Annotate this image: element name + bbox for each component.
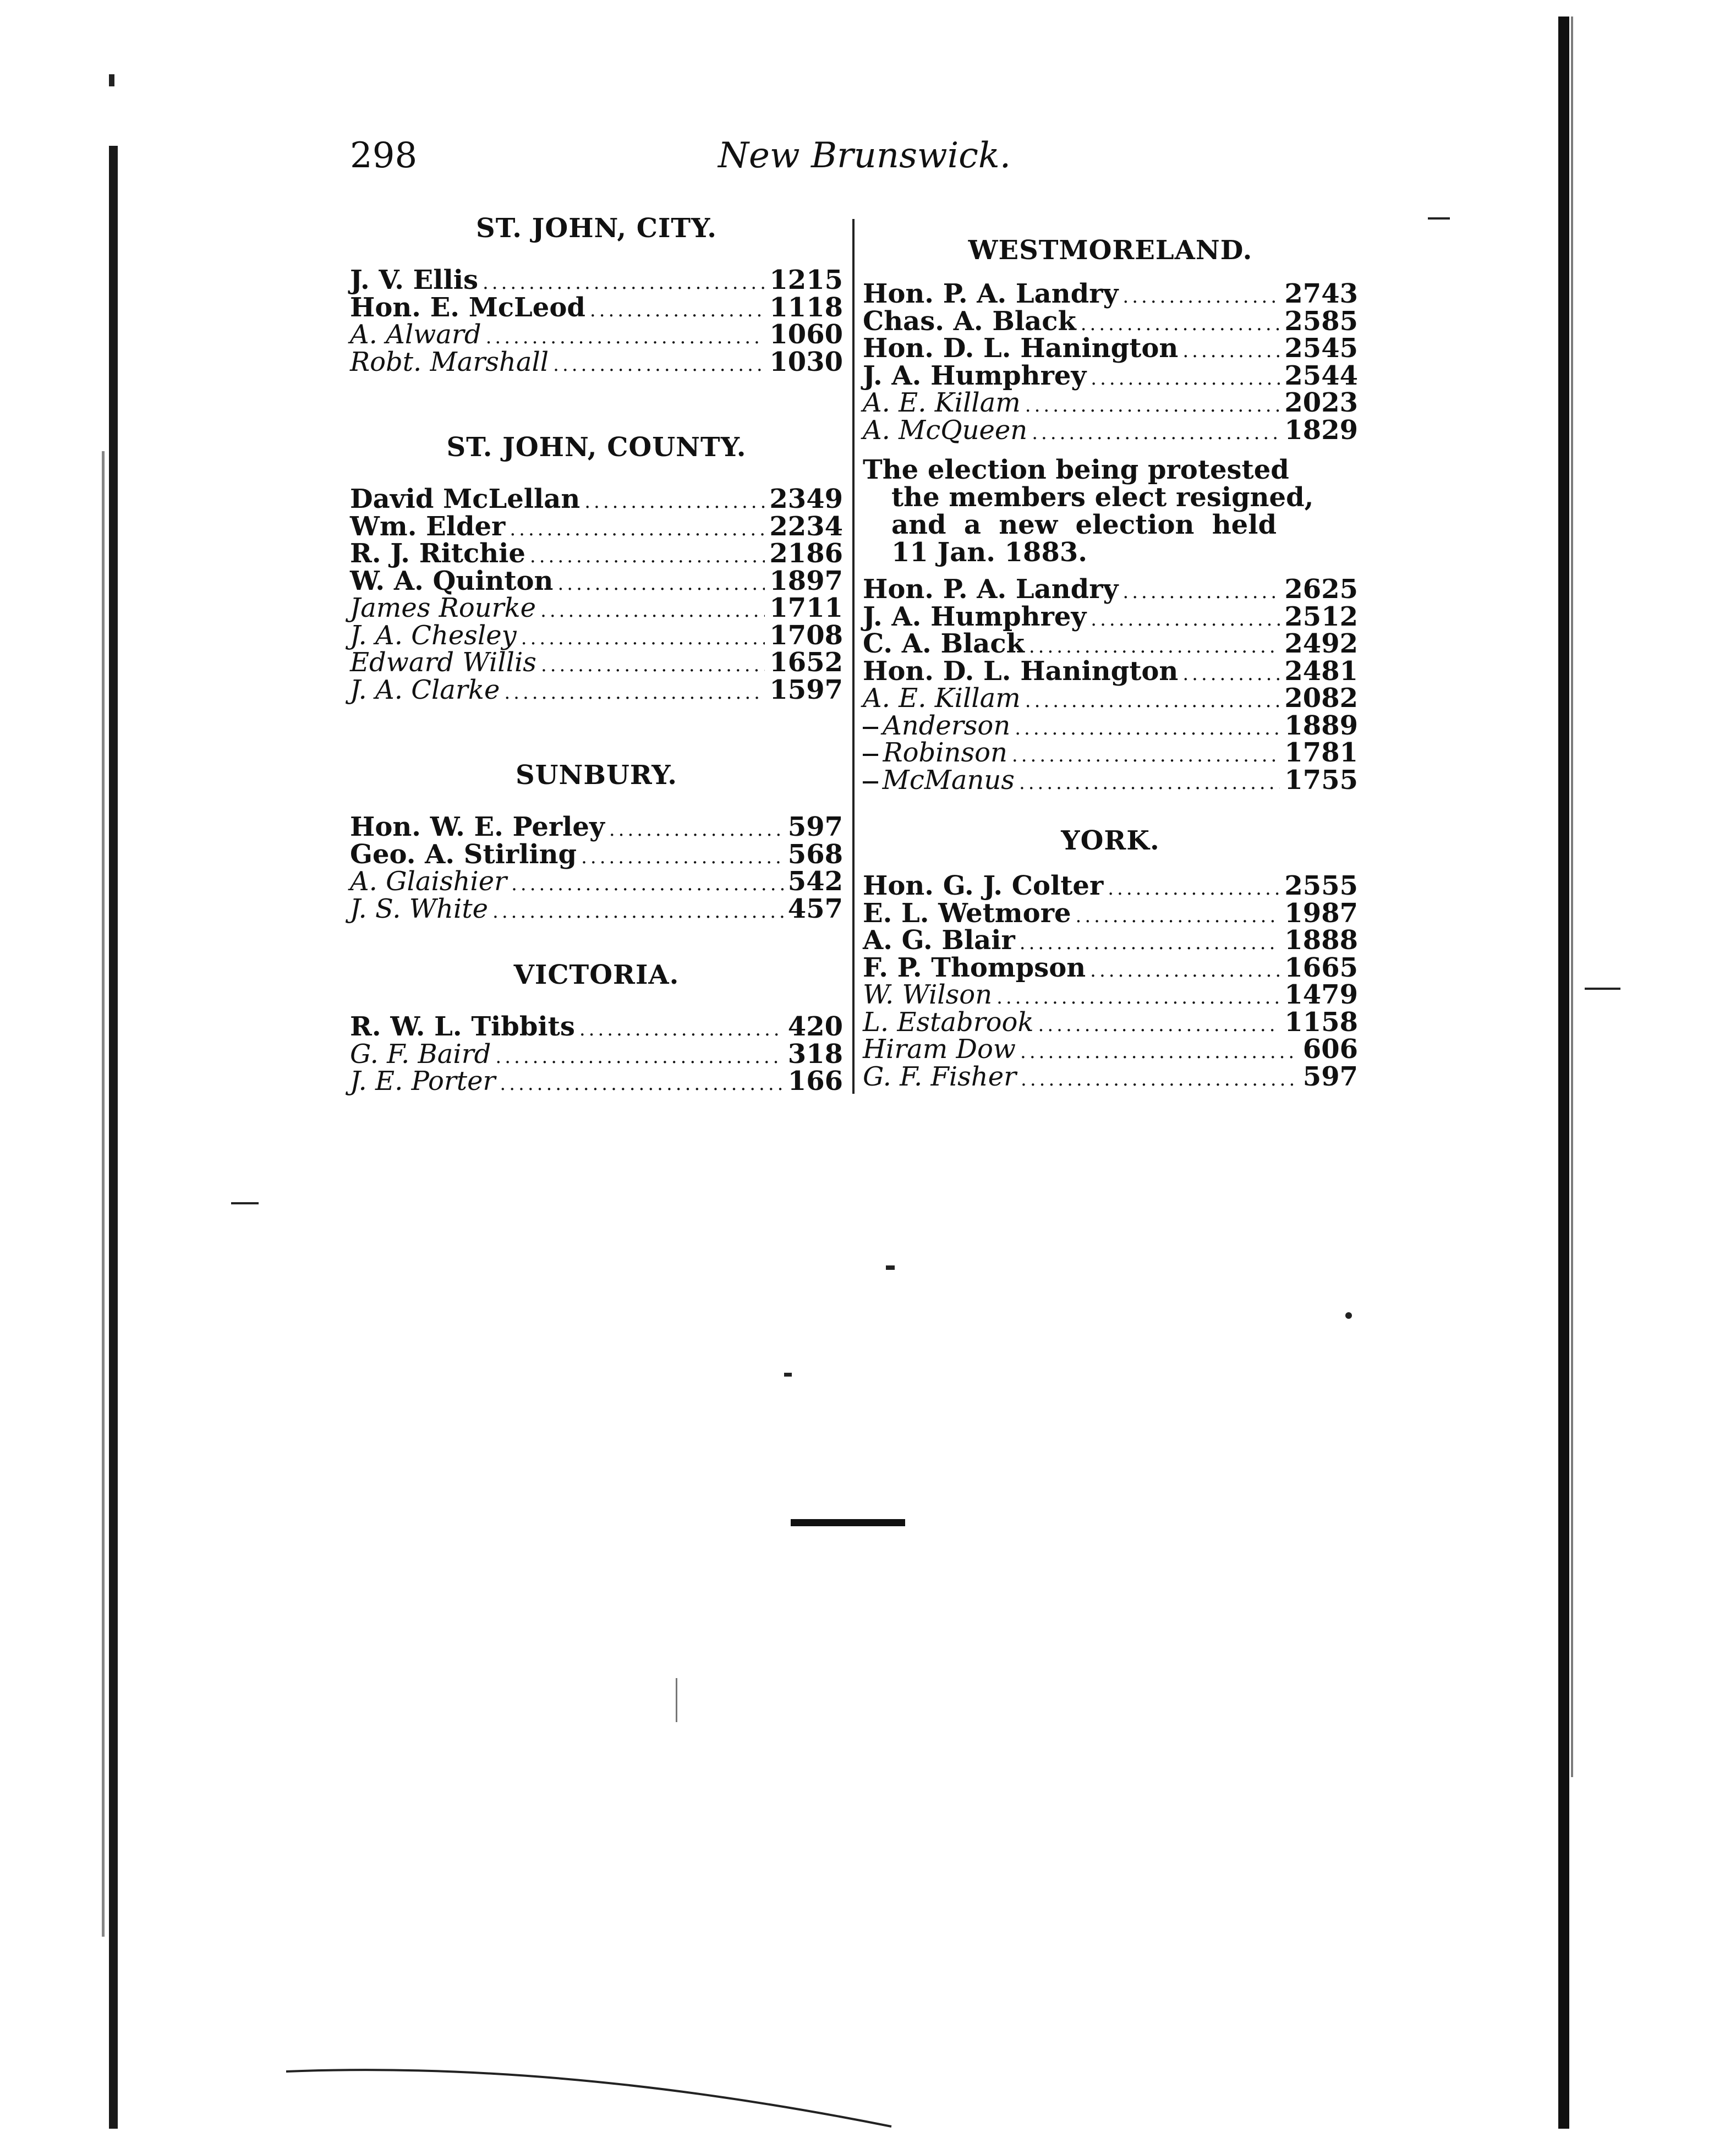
candidate-name: Hiram Dow [863,1034,1016,1065]
vote-count: 1118 [769,292,843,323]
leader-dots [553,352,765,379]
left-column [350,212,843,1095]
candidate-name: F. P. Thompson [863,952,1086,983]
vote-count: 2349 [769,484,843,514]
candidate-row [863,576,1358,604]
vote-count: 166 [787,1066,843,1097]
leader-dots [1032,420,1280,447]
results-list [350,1013,843,1095]
results-list-new-election [863,576,1358,794]
scan-speck [231,1202,259,1204]
leader-dots [511,871,784,898]
leader-dots [510,516,765,544]
leader-dots [1038,1012,1280,1039]
section-gap [350,704,843,759]
leader-dots [1090,957,1280,985]
running-title: New Brunswick. [718,135,1011,176]
leader-dots [530,543,765,571]
vote-count: 2492 [1284,628,1358,659]
vote-count: 1479 [1284,979,1358,1010]
section-westmoreland [863,234,1358,794]
leader-dots [1182,661,1280,688]
candidate-name: G. F. Fisher [863,1061,1017,1092]
vote-count: 1888 [1284,925,1358,956]
candidate-row [350,1068,843,1095]
leader-dots [1015,715,1280,743]
candidate-name: W. A. Quinton [350,565,554,596]
candidate-row [863,414,1358,446]
candidate-row [350,1038,843,1070]
leader-dots [1122,283,1280,311]
right-column [863,234,1358,1090]
vote-count: 2743 [1284,278,1358,309]
candidate-row [863,870,1358,901]
vote-count: 2481 [1284,655,1358,687]
leader-dots [1021,1066,1299,1094]
candidate-row [350,513,843,541]
leader-dots [1091,365,1280,393]
candidate-name: Hon. D. L. Hanington [863,333,1179,364]
candidate-row [350,649,843,677]
section-title: WESTMORELAND. [968,235,1253,266]
vote-count: 1711 [769,593,843,623]
vote-count: 2023 [1284,387,1358,418]
results-list [863,870,1358,1092]
leader-dots [1076,903,1280,930]
leader-dots [590,297,765,325]
section-title: ST. JOHN, CITY. [476,213,717,244]
vote-count: 1665 [1284,952,1358,983]
leader-dots [1020,1039,1299,1066]
scan-speck [1345,1312,1352,1319]
vote-count: 597 [1302,1061,1358,1092]
vote-count: 2545 [1284,333,1358,364]
vote-count: 2625 [1284,574,1358,605]
vote-count: 1889 [1284,710,1358,741]
section-gap [863,794,1358,824]
candidate-name: Hon. W. E. Perley [350,812,605,842]
vote-count: 1652 [769,647,843,678]
candidate-row [350,565,843,596]
leader-dots [1025,688,1280,715]
candidate-name: J. A. Humphrey [863,601,1087,632]
ditto-dash [863,727,878,729]
candidate-name: Anderson [883,710,1011,741]
leader-dots [500,1071,783,1098]
vote-count: 2512 [1284,601,1358,632]
leader-dots [1108,875,1280,903]
note-line: The election being protested [863,454,1289,485]
note-line: 11 Jan. 1883. [891,537,1087,568]
candidate-row [863,685,1358,713]
candidate-row [863,979,1358,1010]
note-line: and a new election held [891,509,1277,540]
vote-count: 1829 [1284,414,1358,446]
candidate-name: Wm. Elder [350,511,506,542]
results-list [350,486,843,704]
leader-dots [504,679,765,707]
candidate-name: Hon. P. A. Landry [863,574,1119,605]
vote-count: 2585 [1284,305,1358,337]
candidate-name: James Rourke [350,593,536,623]
candidate-name: J. S. White [350,893,489,924]
candidate-row [350,294,843,322]
candidate-name: David McLellan [350,484,581,514]
candidate-row [863,952,1358,983]
section-york [863,824,1358,1090]
leader-dots [579,1016,784,1044]
section-title: SUNBURY. [515,760,678,791]
leader-dots [1182,338,1280,365]
leader-dots [557,571,765,598]
candidate-name: Hon. D. L. Hanington [863,655,1179,687]
leader-dots [492,898,784,926]
candidate-name: McManus [882,764,1015,796]
ditto-dash [863,754,878,756]
vote-count: 1215 [769,265,843,295]
candidate-name: Chas. A. Black [863,305,1076,337]
vote-count: 2082 [1284,683,1358,714]
results-list [350,267,843,376]
candidate-name: J. E. Porter [350,1066,496,1097]
candidate-row [863,710,1358,741]
candidate-row [863,764,1358,796]
candidate-row [350,893,843,924]
ditto-dash [863,781,878,783]
leader-dots [1025,392,1280,420]
scan-speck [784,1373,792,1377]
candidate-row [863,739,1358,767]
candidate-name: A. G. Blair [863,925,1015,956]
candidate-row [350,674,843,705]
vote-count: 1781 [1284,737,1358,768]
candidate-name: Robt. Marshall [350,346,549,377]
candidate-row [350,838,843,870]
leader-dots [541,652,765,679]
candidate-name: E. L. Wetmore [863,897,1071,929]
vote-count: 2544 [1284,360,1358,391]
vote-count: 542 [787,866,843,897]
candidate-name: J. A. Humphrey [863,360,1087,391]
candidate-row [863,1061,1358,1092]
candidate-name: A. Alward [350,319,481,350]
candidate-row [350,622,843,650]
vote-count: 420 [787,1011,843,1042]
leader-dots [521,625,765,653]
candidate-name: Hon. G. J. Colter [863,870,1104,901]
leader-dots [584,489,765,516]
scan-left-edge-shadow [102,451,105,1937]
page-number: 298 [350,135,418,176]
candidate-name: W. Wilson [863,979,993,1010]
candidate-name: Edward Willis [350,647,536,678]
candidate-row [350,868,843,896]
vote-count: 2555 [1284,870,1358,901]
leader-dots [581,844,784,872]
candidate-name: A. E. Killam [863,683,1021,714]
leader-dots [1122,579,1280,606]
candidate-row [863,927,1358,955]
vote-count: 1755 [1284,764,1358,796]
section-gap [350,376,843,431]
candidate-name: R. W. L. Tibbits [350,1011,575,1042]
note-line: the members elect resigned, [891,482,1314,513]
candidate-name: J. A. Chesley [350,620,517,651]
column-divider [852,219,855,1094]
leader-dots [1019,770,1280,797]
scan-speck [1585,988,1620,990]
section-sunbury [350,759,843,923]
leader-dots [495,1044,783,1071]
candidate-row [350,595,843,622]
leader-dots [540,598,765,625]
vote-count: 2186 [769,538,843,569]
vote-count: 597 [787,812,843,842]
candidate-row [863,897,1358,929]
leader-dots [996,984,1280,1012]
candidate-name: A. McQueen [863,414,1028,446]
end-rule [791,1519,905,1526]
candidate-row [350,346,843,377]
leader-dots [1012,742,1280,770]
scan-left-edge [109,146,118,2129]
candidate-row [350,814,843,841]
candidate-name: Hon. E. McLeod [350,292,585,323]
section-gap [350,923,843,958]
candidate-name: J. A. Clarke [350,674,500,705]
vote-count: 318 [787,1038,843,1070]
candidate-row [863,305,1358,337]
section-title: ST. JOHN, COUNTY. [446,432,747,463]
candidate-name: Hon. P. A. Landry [863,278,1119,309]
candidate-row [863,1036,1358,1064]
results-list [350,814,843,923]
scan-speck [1428,217,1450,220]
section-title: YORK. [1061,825,1160,856]
scan-speck [109,74,114,86]
vote-count: 1897 [769,565,843,596]
candidate-name: A. Glaishier [350,866,507,897]
vote-count: 568 [787,838,843,870]
candidate-row [350,267,843,294]
candidate-row [863,628,1358,659]
candidate-row [350,1013,843,1041]
candidate-row [863,387,1358,418]
candidate-row [863,335,1358,363]
section-st-john-city [350,212,843,376]
vote-count: 2234 [769,511,843,542]
vote-count: 457 [787,893,843,924]
candidate-row [863,655,1358,687]
section-victoria [350,958,843,1095]
vote-count: 1708 [769,620,843,651]
candidate-name: Geo. A. Stirling [350,838,577,870]
candidate-name: J. V. Ellis [350,265,478,295]
leader-dots [609,816,784,844]
vote-count: 1060 [769,319,843,350]
vote-count: 1987 [1284,897,1358,929]
vote-count: 1030 [769,346,843,377]
scan-speck [676,1678,677,1722]
candidate-name: G. F. Baird [350,1038,491,1070]
candidate-name: Robinson [883,737,1007,768]
candidate-name: A. E. Killam [863,387,1021,418]
scan-right-edge-shadow [1571,17,1573,1777]
candidate-row [350,540,843,568]
section-st-john-county [350,431,843,704]
candidate-name: R. J. Ritchie [350,538,525,569]
scan-curve-artifact [286,2066,902,2132]
leader-dots [1091,606,1280,634]
section-title: VICTORIA. [513,960,680,990]
vote-count: 606 [1302,1034,1358,1065]
candidate-row [863,278,1358,309]
candidate-name: L. Estabrook [863,1006,1034,1038]
candidate-row [863,601,1358,632]
results-list [863,278,1358,446]
vote-count: 1597 [769,674,843,705]
candidate-row [863,1006,1358,1038]
candidate-row [350,321,843,349]
scan-speck [886,1265,895,1270]
candidate-row [863,360,1358,391]
vote-count: 1158 [1284,1006,1358,1038]
election-note [863,456,1358,566]
scan-right-edge [1558,17,1569,2129]
candidate-row [350,486,843,513]
candidate-name: C. A. Black [863,628,1025,659]
